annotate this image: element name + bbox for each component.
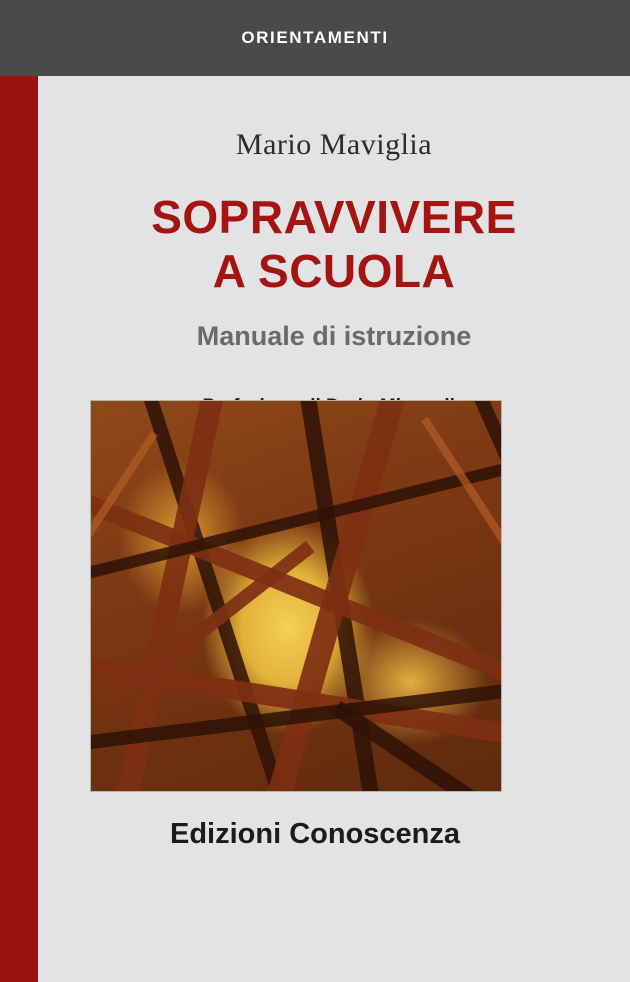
series-label: ORIENTAMENTI [241, 28, 389, 47]
author-name: Mario Maviglia [235, 128, 433, 161]
book-title [38, 190, 630, 299]
title-line-2: A SCUOLA [212, 245, 456, 298]
artwork-strokes [91, 401, 501, 791]
series-band [0, 0, 630, 76]
cover-artwork [90, 400, 502, 792]
publisher-name: Edizioni Conoscenza [169, 818, 461, 850]
title-line-1: SOPRAVVIVERE [151, 191, 517, 243]
book-subtitle: Manuale di istruzione [196, 320, 472, 351]
